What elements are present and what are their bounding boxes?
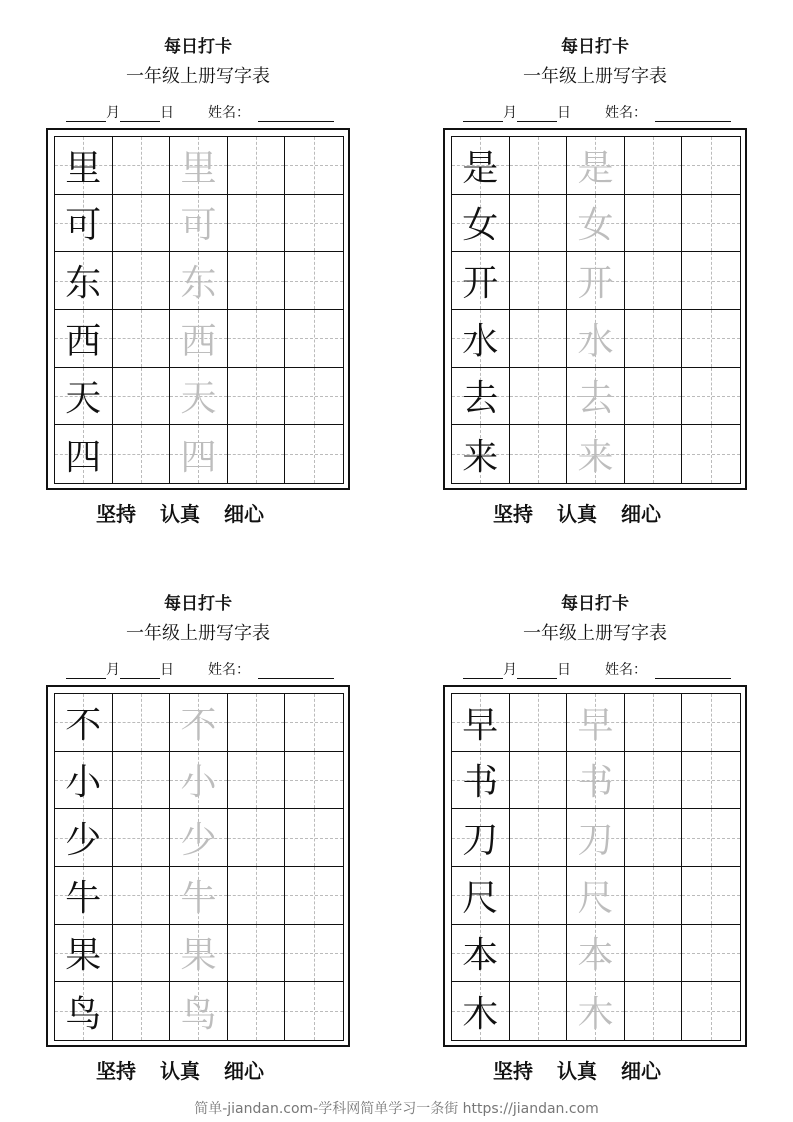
model-char-cell — [452, 867, 510, 925]
month-label: 月 — [503, 105, 517, 121]
blank-practice-cell — [228, 368, 286, 426]
trace-char: 小 — [180, 762, 217, 804]
motto-1: 坚持 — [493, 1059, 533, 1083]
model-char-cell — [55, 310, 113, 368]
trace-char: 牛 — [180, 877, 217, 919]
model-char: 果 — [65, 935, 102, 977]
model-char: 书 — [462, 762, 499, 804]
practice-card — [46, 28, 350, 533]
trace-char: 西 — [180, 320, 217, 362]
blank-practice-cell — [682, 752, 740, 810]
trace-char-cell — [567, 925, 625, 983]
model-char: 可 — [65, 205, 102, 247]
day-blank[interactable] — [120, 664, 160, 679]
motto-1: 坚持 — [96, 502, 136, 526]
writing-grid-frame — [46, 128, 350, 490]
motto-3: 细心 — [224, 1059, 264, 1083]
blank-practice-cell — [228, 195, 286, 253]
model-char-cell — [452, 694, 510, 752]
blank-practice-cell — [113, 137, 171, 195]
writing-grid — [451, 136, 741, 484]
trace-char-cell — [170, 694, 228, 752]
blank-practice-cell — [682, 867, 740, 925]
month-label: 月 — [106, 662, 120, 678]
blank-practice-cell — [682, 425, 740, 483]
trace-char: 去 — [577, 378, 614, 420]
model-char-cell — [55, 982, 113, 1040]
blank-practice-cell — [625, 867, 683, 925]
day-blank[interactable] — [517, 664, 557, 679]
month-label: 月 — [503, 662, 517, 678]
model-char: 鸟 — [65, 993, 102, 1035]
model-char: 来 — [462, 436, 499, 478]
model-char: 少 — [65, 820, 102, 862]
blank-practice-cell — [228, 867, 286, 925]
model-char-cell — [55, 137, 113, 195]
blank-practice-cell — [682, 982, 740, 1040]
trace-char: 可 — [180, 205, 217, 247]
model-char: 早 — [462, 704, 499, 746]
blank-practice-cell — [625, 368, 683, 426]
blank-practice-cell — [682, 195, 740, 253]
model-char: 四 — [65, 436, 102, 478]
blank-practice-cell — [113, 925, 171, 983]
motto — [96, 502, 288, 526]
blank-practice-cell — [228, 752, 286, 810]
blank-practice-cell — [228, 425, 286, 483]
name-label: 姓名： — [605, 662, 647, 678]
trace-char-cell — [567, 137, 625, 195]
model-char-cell — [452, 137, 510, 195]
card-subtitle: 一年级上册写字表 — [523, 623, 667, 644]
blank-practice-cell — [510, 694, 568, 752]
trace-char-cell — [170, 368, 228, 426]
blank-practice-cell — [625, 252, 683, 310]
motto-1: 坚持 — [493, 502, 533, 526]
blank-practice-cell — [510, 368, 568, 426]
blank-practice-cell — [510, 137, 568, 195]
motto-2: 认真 — [160, 1059, 200, 1083]
model-char: 本 — [462, 935, 499, 977]
name-blank[interactable] — [655, 107, 731, 122]
blank-practice-cell — [285, 925, 343, 983]
model-char: 是 — [462, 147, 499, 189]
trace-char: 尺 — [577, 877, 614, 919]
blank-practice-cell — [510, 925, 568, 983]
blank-practice-cell — [510, 252, 568, 310]
blank-practice-cell — [285, 694, 343, 752]
motto-2: 认真 — [557, 502, 597, 526]
date-name-line — [66, 102, 334, 122]
blank-practice-cell — [228, 252, 286, 310]
day-blank[interactable] — [517, 107, 557, 122]
watermark: 简单-jiandan.com-学科网简单学习一条街 https://jiandan.com — [194, 1101, 599, 1117]
trace-char: 四 — [180, 436, 217, 478]
trace-char-cell — [170, 867, 228, 925]
blank-practice-cell — [285, 368, 343, 426]
blank-practice-cell — [682, 925, 740, 983]
trace-char-cell — [567, 809, 625, 867]
blank-practice-cell — [285, 867, 343, 925]
blank-practice-cell — [682, 368, 740, 426]
blank-practice-cell — [625, 925, 683, 983]
motto — [493, 502, 685, 526]
trace-char-cell — [170, 425, 228, 483]
blank-practice-cell — [285, 137, 343, 195]
model-char-cell — [452, 368, 510, 426]
blank-practice-cell — [625, 809, 683, 867]
blank-practice-cell — [625, 310, 683, 368]
trace-char-cell — [567, 310, 625, 368]
model-char-cell — [452, 982, 510, 1040]
trace-char: 女 — [577, 205, 614, 247]
trace-char-cell — [567, 195, 625, 253]
card-subtitle: 一年级上册写字表 — [126, 66, 270, 87]
motto-3: 细心 — [224, 502, 264, 526]
trace-char-cell — [567, 425, 625, 483]
date-name-line — [66, 659, 334, 679]
card-subtitle: 一年级上册写字表 — [126, 623, 270, 644]
trace-char: 鸟 — [180, 993, 217, 1035]
trace-char: 是 — [577, 147, 614, 189]
day-blank[interactable] — [120, 107, 160, 122]
motto-3: 细心 — [621, 502, 661, 526]
blank-practice-cell — [113, 809, 171, 867]
model-char: 牛 — [65, 877, 102, 919]
motto-1: 坚持 — [96, 1059, 136, 1083]
model-char: 里 — [65, 147, 102, 189]
trace-char: 果 — [180, 935, 217, 977]
model-char-cell — [55, 195, 113, 253]
trace-char: 木 — [577, 993, 614, 1035]
model-char-cell — [55, 694, 113, 752]
writing-grid-frame — [443, 128, 747, 490]
blank-practice-cell — [510, 195, 568, 253]
day-label: 日 — [557, 662, 571, 678]
model-char-cell — [55, 752, 113, 810]
model-char-cell — [452, 925, 510, 983]
model-char-cell — [55, 252, 113, 310]
model-char: 开 — [462, 263, 499, 305]
blank-practice-cell — [285, 425, 343, 483]
trace-char: 本 — [577, 935, 614, 977]
day-label: 日 — [160, 662, 174, 678]
trace-char: 书 — [577, 762, 614, 804]
blank-practice-cell — [510, 809, 568, 867]
model-char: 东 — [65, 263, 102, 305]
trace-char: 开 — [577, 263, 614, 305]
model-char-cell — [452, 195, 510, 253]
trace-char-cell — [567, 752, 625, 810]
blank-practice-cell — [285, 982, 343, 1040]
model-char-cell — [452, 252, 510, 310]
trace-char-cell — [170, 310, 228, 368]
blank-practice-cell — [285, 809, 343, 867]
practice-card — [443, 28, 747, 533]
name-blank[interactable] — [258, 664, 334, 679]
trace-char-cell — [170, 252, 228, 310]
name-blank[interactable] — [655, 664, 731, 679]
blank-practice-cell — [682, 809, 740, 867]
motto — [96, 1059, 288, 1083]
trace-char: 刀 — [577, 820, 614, 862]
blank-practice-cell — [113, 694, 171, 752]
trace-char: 东 — [180, 263, 217, 305]
day-label: 日 — [557, 105, 571, 121]
model-char-cell — [55, 867, 113, 925]
trace-char: 来 — [577, 436, 614, 478]
blank-practice-cell — [113, 425, 171, 483]
blank-practice-cell — [113, 982, 171, 1040]
practice-card — [443, 585, 747, 1090]
blank-practice-cell — [625, 752, 683, 810]
trace-char: 天 — [180, 378, 217, 420]
trace-char: 少 — [180, 820, 217, 862]
trace-char-cell — [170, 982, 228, 1040]
blank-practice-cell — [510, 982, 568, 1040]
name-label: 姓名： — [208, 105, 250, 121]
blank-practice-cell — [228, 694, 286, 752]
blank-practice-cell — [625, 982, 683, 1040]
blank-practice-cell — [285, 752, 343, 810]
blank-practice-cell — [228, 310, 286, 368]
model-char: 西 — [65, 320, 102, 362]
blank-practice-cell — [510, 425, 568, 483]
model-char-cell — [452, 310, 510, 368]
blank-practice-cell — [113, 867, 171, 925]
name-label: 姓名： — [208, 662, 250, 678]
model-char: 小 — [65, 762, 102, 804]
model-char-cell — [452, 809, 510, 867]
writing-grid — [54, 693, 344, 1041]
month-blank[interactable] — [463, 664, 503, 679]
trace-char-cell — [170, 752, 228, 810]
writing-grid-frame — [46, 685, 350, 1047]
month-blank[interactable] — [66, 664, 106, 679]
name-label: 姓名： — [605, 105, 647, 121]
trace-char-cell — [567, 982, 625, 1040]
month-label: 月 — [106, 105, 120, 121]
card-title: 每日打卡 — [561, 594, 629, 614]
name-blank[interactable] — [258, 107, 334, 122]
model-char: 尺 — [462, 877, 499, 919]
card-title: 每日打卡 — [164, 594, 232, 614]
trace-char-cell — [567, 694, 625, 752]
trace-char-cell — [567, 867, 625, 925]
practice-card — [46, 585, 350, 1090]
trace-char-cell — [567, 368, 625, 426]
blank-practice-cell — [285, 310, 343, 368]
blank-practice-cell — [228, 137, 286, 195]
blank-practice-cell — [625, 694, 683, 752]
model-char-cell — [452, 425, 510, 483]
blank-practice-cell — [625, 195, 683, 253]
blank-practice-cell — [113, 252, 171, 310]
blank-practice-cell — [113, 195, 171, 253]
motto — [493, 1059, 685, 1083]
model-char: 女 — [462, 205, 499, 247]
date-name-line — [463, 102, 731, 122]
trace-char-cell — [170, 195, 228, 253]
month-blank[interactable] — [66, 107, 106, 122]
blank-practice-cell — [625, 137, 683, 195]
blank-practice-cell — [228, 982, 286, 1040]
trace-char: 水 — [577, 320, 614, 362]
writing-grid-frame — [443, 685, 747, 1047]
model-char: 刀 — [462, 820, 499, 862]
blank-practice-cell — [228, 925, 286, 983]
date-name-line — [463, 659, 731, 679]
day-label: 日 — [160, 105, 174, 121]
model-char: 不 — [65, 704, 102, 746]
model-char-cell — [452, 752, 510, 810]
model-char: 木 — [462, 993, 499, 1035]
trace-char-cell — [170, 137, 228, 195]
blank-practice-cell — [510, 752, 568, 810]
model-char: 水 — [462, 320, 499, 362]
writing-grid — [451, 693, 741, 1041]
motto-2: 认真 — [160, 502, 200, 526]
trace-char-cell — [567, 252, 625, 310]
motto-2: 认真 — [557, 1059, 597, 1083]
blank-practice-cell — [113, 752, 171, 810]
blank-practice-cell — [285, 252, 343, 310]
blank-practice-cell — [682, 694, 740, 752]
card-title: 每日打卡 — [164, 37, 232, 57]
card-title: 每日打卡 — [561, 37, 629, 57]
trace-char-cell — [170, 925, 228, 983]
blank-practice-cell — [682, 252, 740, 310]
model-char-cell — [55, 809, 113, 867]
model-char-cell — [55, 368, 113, 426]
writing-grid — [54, 136, 344, 484]
model-char: 天 — [65, 378, 102, 420]
blank-practice-cell — [228, 809, 286, 867]
model-char: 去 — [462, 378, 499, 420]
trace-char-cell — [170, 809, 228, 867]
model-char-cell — [55, 425, 113, 483]
blank-practice-cell — [510, 310, 568, 368]
blank-practice-cell — [285, 195, 343, 253]
trace-char: 里 — [180, 147, 217, 189]
blank-practice-cell — [113, 368, 171, 426]
blank-practice-cell — [625, 425, 683, 483]
month-blank[interactable] — [463, 107, 503, 122]
blank-practice-cell — [510, 867, 568, 925]
model-char-cell — [55, 925, 113, 983]
blank-practice-cell — [682, 137, 740, 195]
trace-char: 早 — [577, 704, 614, 746]
blank-practice-cell — [113, 310, 171, 368]
blank-practice-cell — [682, 310, 740, 368]
trace-char: 不 — [180, 704, 217, 746]
motto-3: 细心 — [621, 1059, 661, 1083]
card-subtitle: 一年级上册写字表 — [523, 66, 667, 87]
